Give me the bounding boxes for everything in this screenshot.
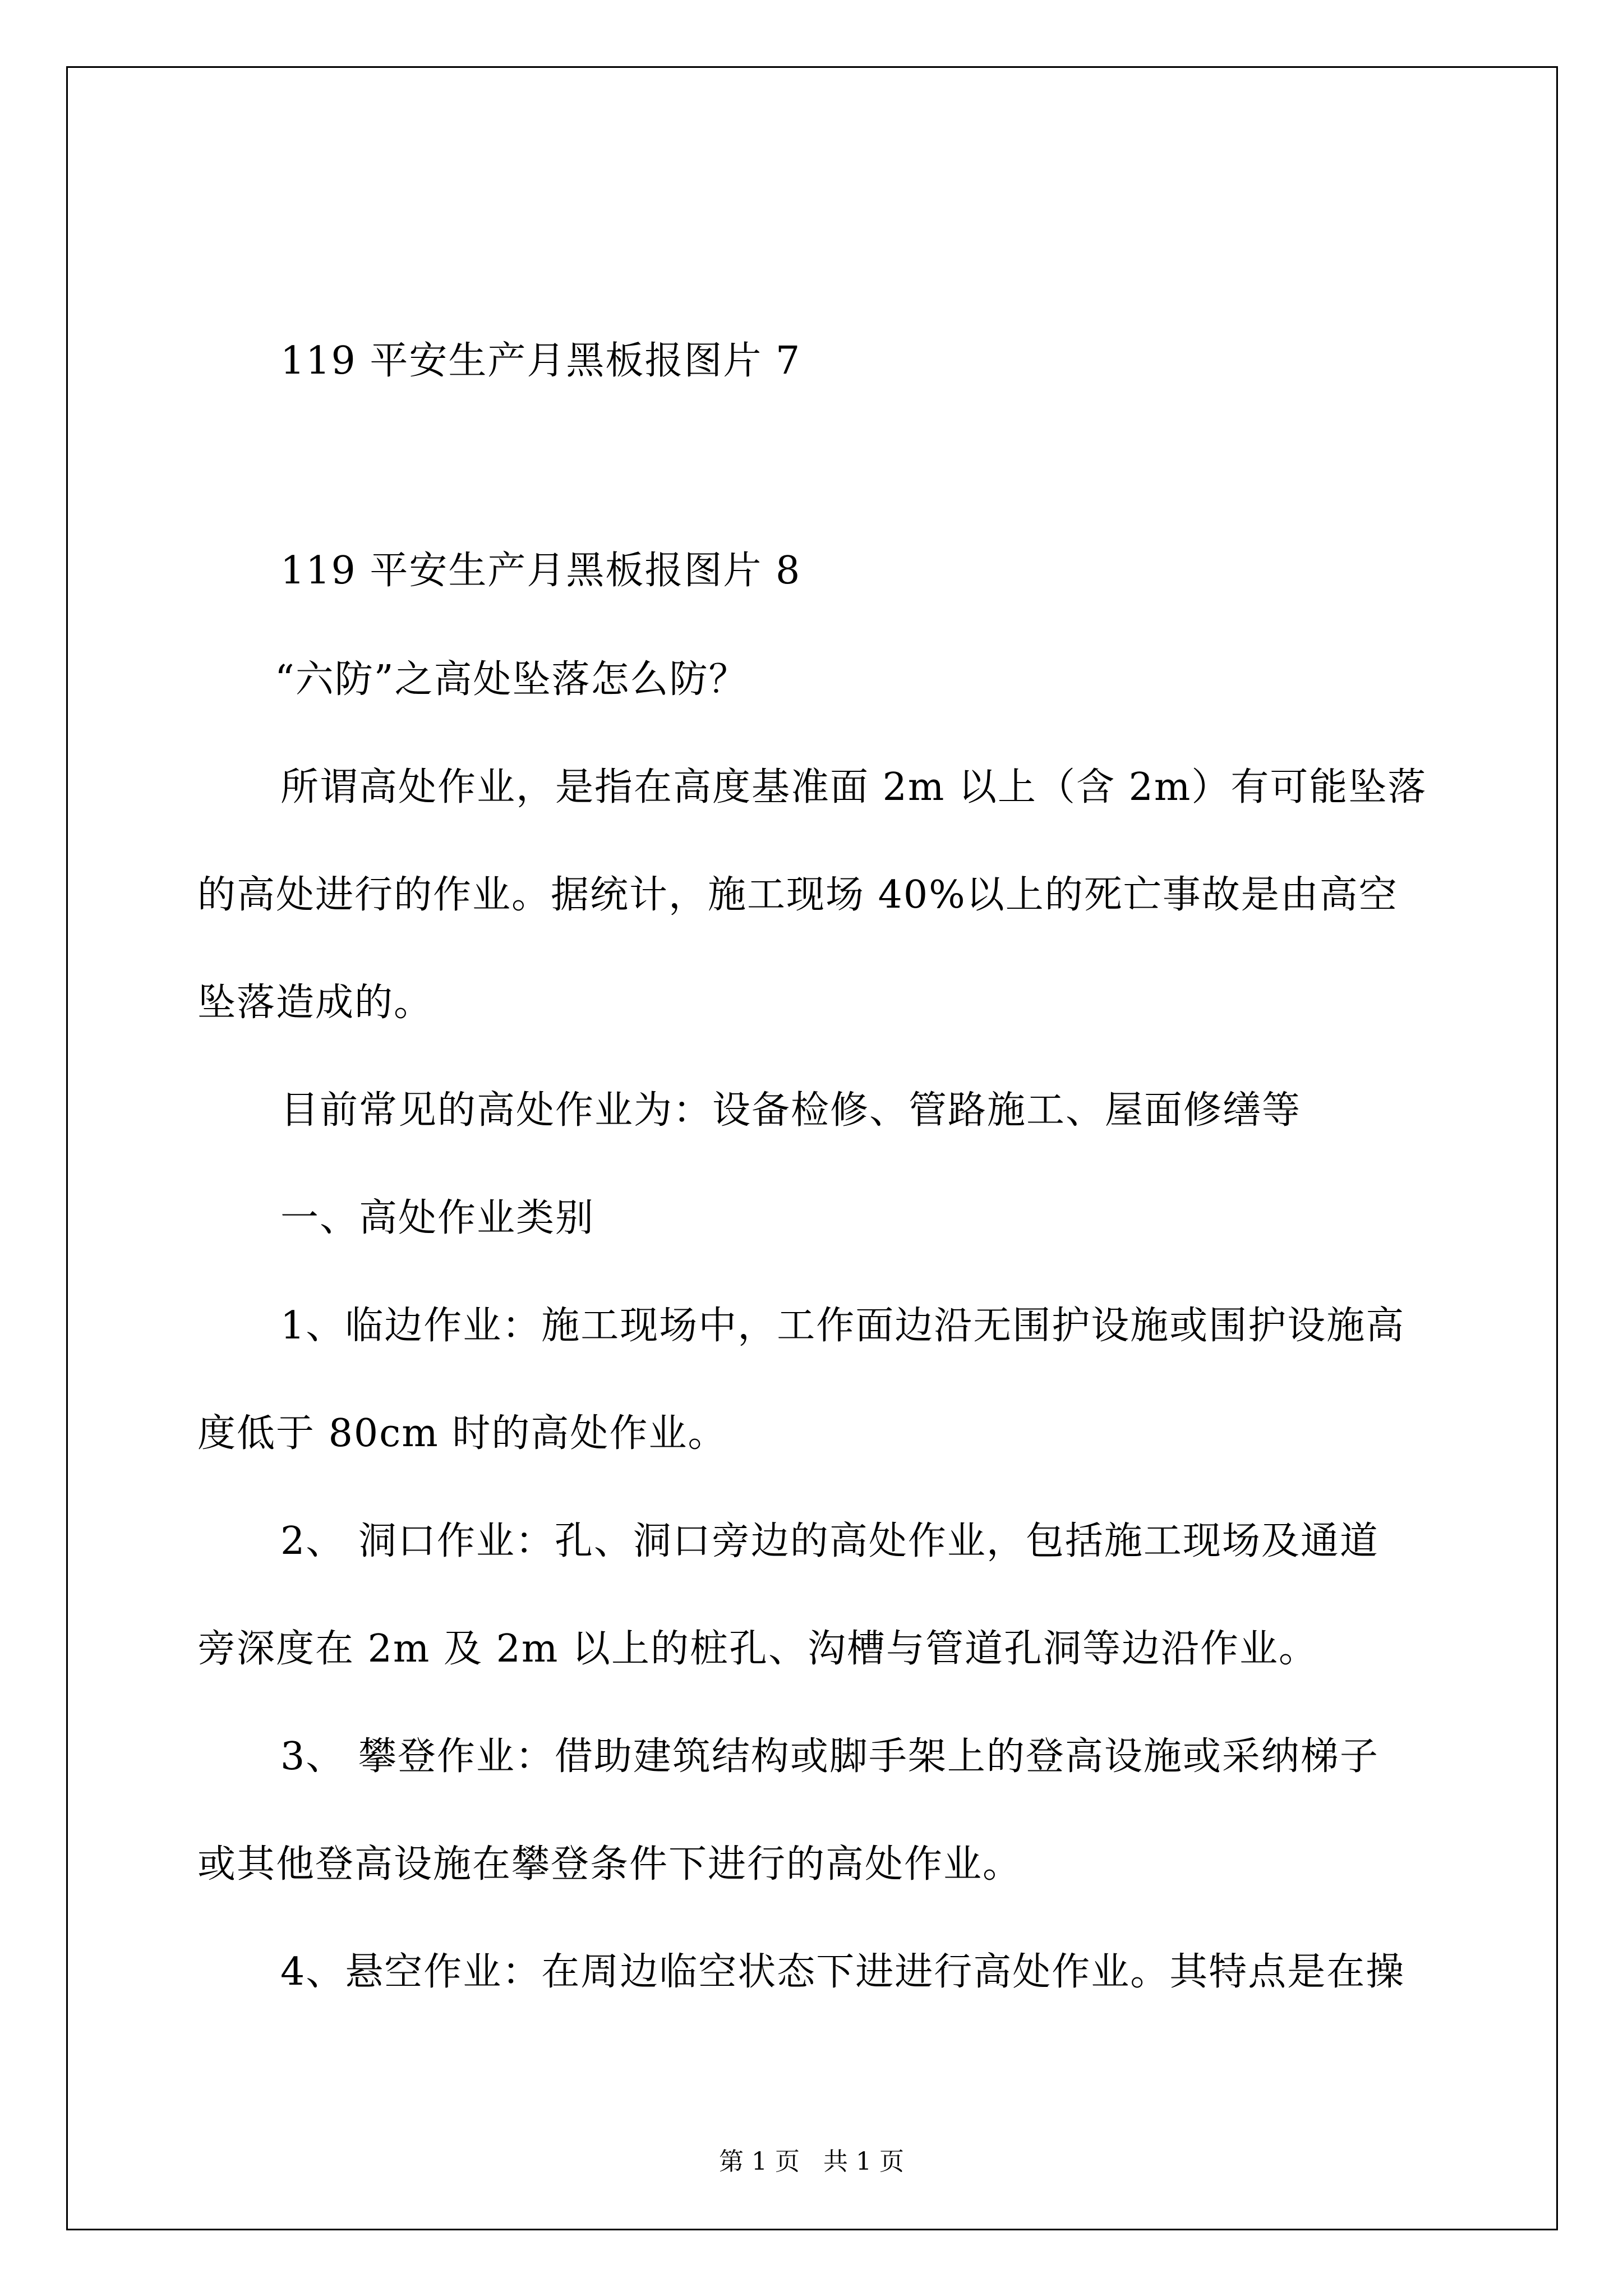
paragraph-line: 的高处进行的作业。据统计，施工现场 40%以上的死亡事故是由高空 xyxy=(197,873,1398,917)
image-caption-8: 119 平安生产月黑板报图片 8 xyxy=(280,549,801,593)
page-border xyxy=(66,66,1558,2230)
paragraph-line: 目前常见的高处作业为：设备检修、管路施工、屋面修缮等 xyxy=(280,1088,1302,1133)
paragraph-line: 3、 攀登作业：借助建筑结构或脚手架上的登高设施或采纳梯子 xyxy=(280,1734,1379,1779)
paragraph-line: 坠落造成的。 xyxy=(197,981,434,1025)
category-heading: 一、高处作业类别 xyxy=(280,1196,595,1240)
image-caption-7: 119 平安生产月黑板报图片 7 xyxy=(280,339,801,383)
page-footer: 第 1 页 共 1 页 xyxy=(719,2147,904,2176)
paragraph-line: 或其他登高设施在攀登条件下进行的高处作业。 xyxy=(197,1842,1022,1887)
paragraph-line: 度低于 80cm 时的高处作业。 xyxy=(197,1411,727,1456)
paragraph-line: 旁深度在 2m 及 2m 以上的桩孔、沟槽与管道孔洞等边沿作业。 xyxy=(197,1627,1318,1671)
paragraph-line: 2、 洞口作业：孔、洞口旁边的高处作业，包括施工现场及通道 xyxy=(280,1519,1379,1563)
section-title: “六防”之高处坠落怎么防？ xyxy=(275,657,748,702)
paragraph-line: 4、悬空作业：在周边临空状态下进进行高处作业。其特点是在操 xyxy=(280,1950,1405,1994)
paragraph-line: 1、临边作业：施工现场中，工作面边沿无围护设施或围护设施高 xyxy=(280,1304,1405,1348)
paragraph-line: 所谓高处作业，是指在高度基准面 2m 以上（含 2m）有可能坠落 xyxy=(280,765,1427,809)
